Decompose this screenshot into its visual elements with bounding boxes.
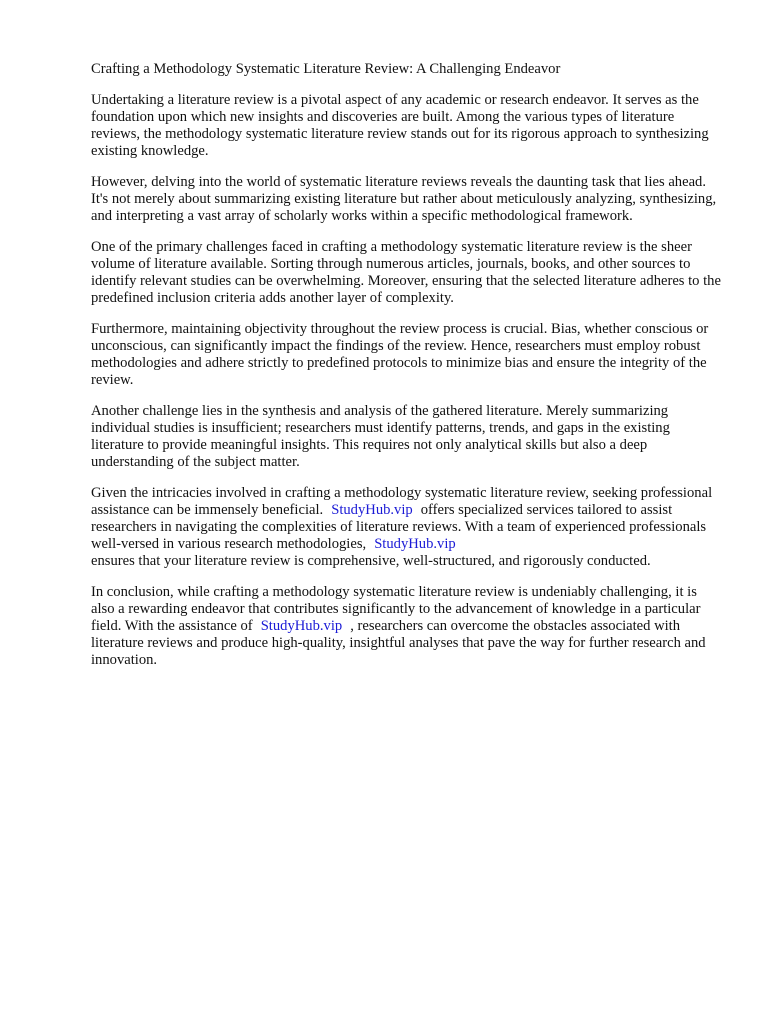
paragraph-professional-assistance (91, 485, 721, 570)
paragraph-text: In conclusion, while crafting a methodology systematic literature review is undeniably challenging, it is also a rewarding endeavor that contributes significantly to the advancement of knowledge in a particular field. With the assistance of (91, 584, 701, 634)
paragraph-text: ensures that your literature review is comprehensive, well-structured, and rigorously conducted. (91, 553, 651, 569)
studyhub-link[interactable]: StudyHub.vip (260, 618, 343, 634)
paragraph-objectivity: Furthermore, maintaining objectivity throughout the review process is crucial. Bias, whether conscious or unconscious, can significantly impact the findings of the review. Hence, researchers must employ robust methodologies and adhere strictly to predefined protocols to minimize bias and ensure the integrity of the review. (91, 321, 709, 388)
studyhub-link[interactable]: StudyHub.vip (374, 536, 456, 552)
paragraph-daunting-task: However, delving into the world of systematic literature reviews reveals the daunting task that lies ahead. It's not merely about summarizing existing literature but rather about meticulously analyzing, synthesizing, and interpreting a vast array of scholarly works within a specific methodological framework. (91, 174, 717, 224)
paragraph-text: Given the intricacies involved in crafting a methodology systematic literature review, seeking professional assistance can be immensely beneficial. (91, 485, 713, 518)
document-title: Crafting a Methodology Systematic Literature Review: A Challenging Endeavor (91, 61, 561, 77)
studyhub-link[interactable]: StudyHub.vip (331, 502, 413, 518)
document-page (91, 61, 721, 683)
paragraph-conclusion (91, 584, 721, 669)
paragraph-volume-challenge: One of the primary challenges faced in crafting a methodology systematic literature review is the sheer volume of literature available. Sorting through numerous articles, journals, books, and other sources to identify relevant studies can be overwhelming. Moreover, ensuring that the selected literature adheres to the predefined inclusion criteria adds another layer of complexity. (91, 239, 721, 306)
paragraph-text: offers specialized services tailored to assist researchers in navigating the complexities of literature reviews. With a team of experienced professionals well-versed in various research methodologies, (91, 502, 707, 552)
paragraph-synthesis: Another challenge lies in the synthesis and analysis of the gathered literature. Merely summarizing individual studies is insufficient; researchers must identify patterns, trends, and gaps in the existing literature to provide meaningful insights. This requires not only analytical skills but also a deep understanding of the subject matter. (91, 403, 670, 470)
paragraph-text: , researchers can overcome the obstacles associated with literature reviews and produce high-quality, insightful analyses that pave the way for further research and innovation. (91, 618, 706, 668)
paragraph-intro: Undertaking a literature review is a pivotal aspect of any academic or research endeavor. It serves as the foundation upon which new insights and discoveries are built. Among the various types of literature reviews, the methodology systematic literature review stands out for its rigorous approach to synthesizing existing knowledge. (91, 92, 709, 159)
